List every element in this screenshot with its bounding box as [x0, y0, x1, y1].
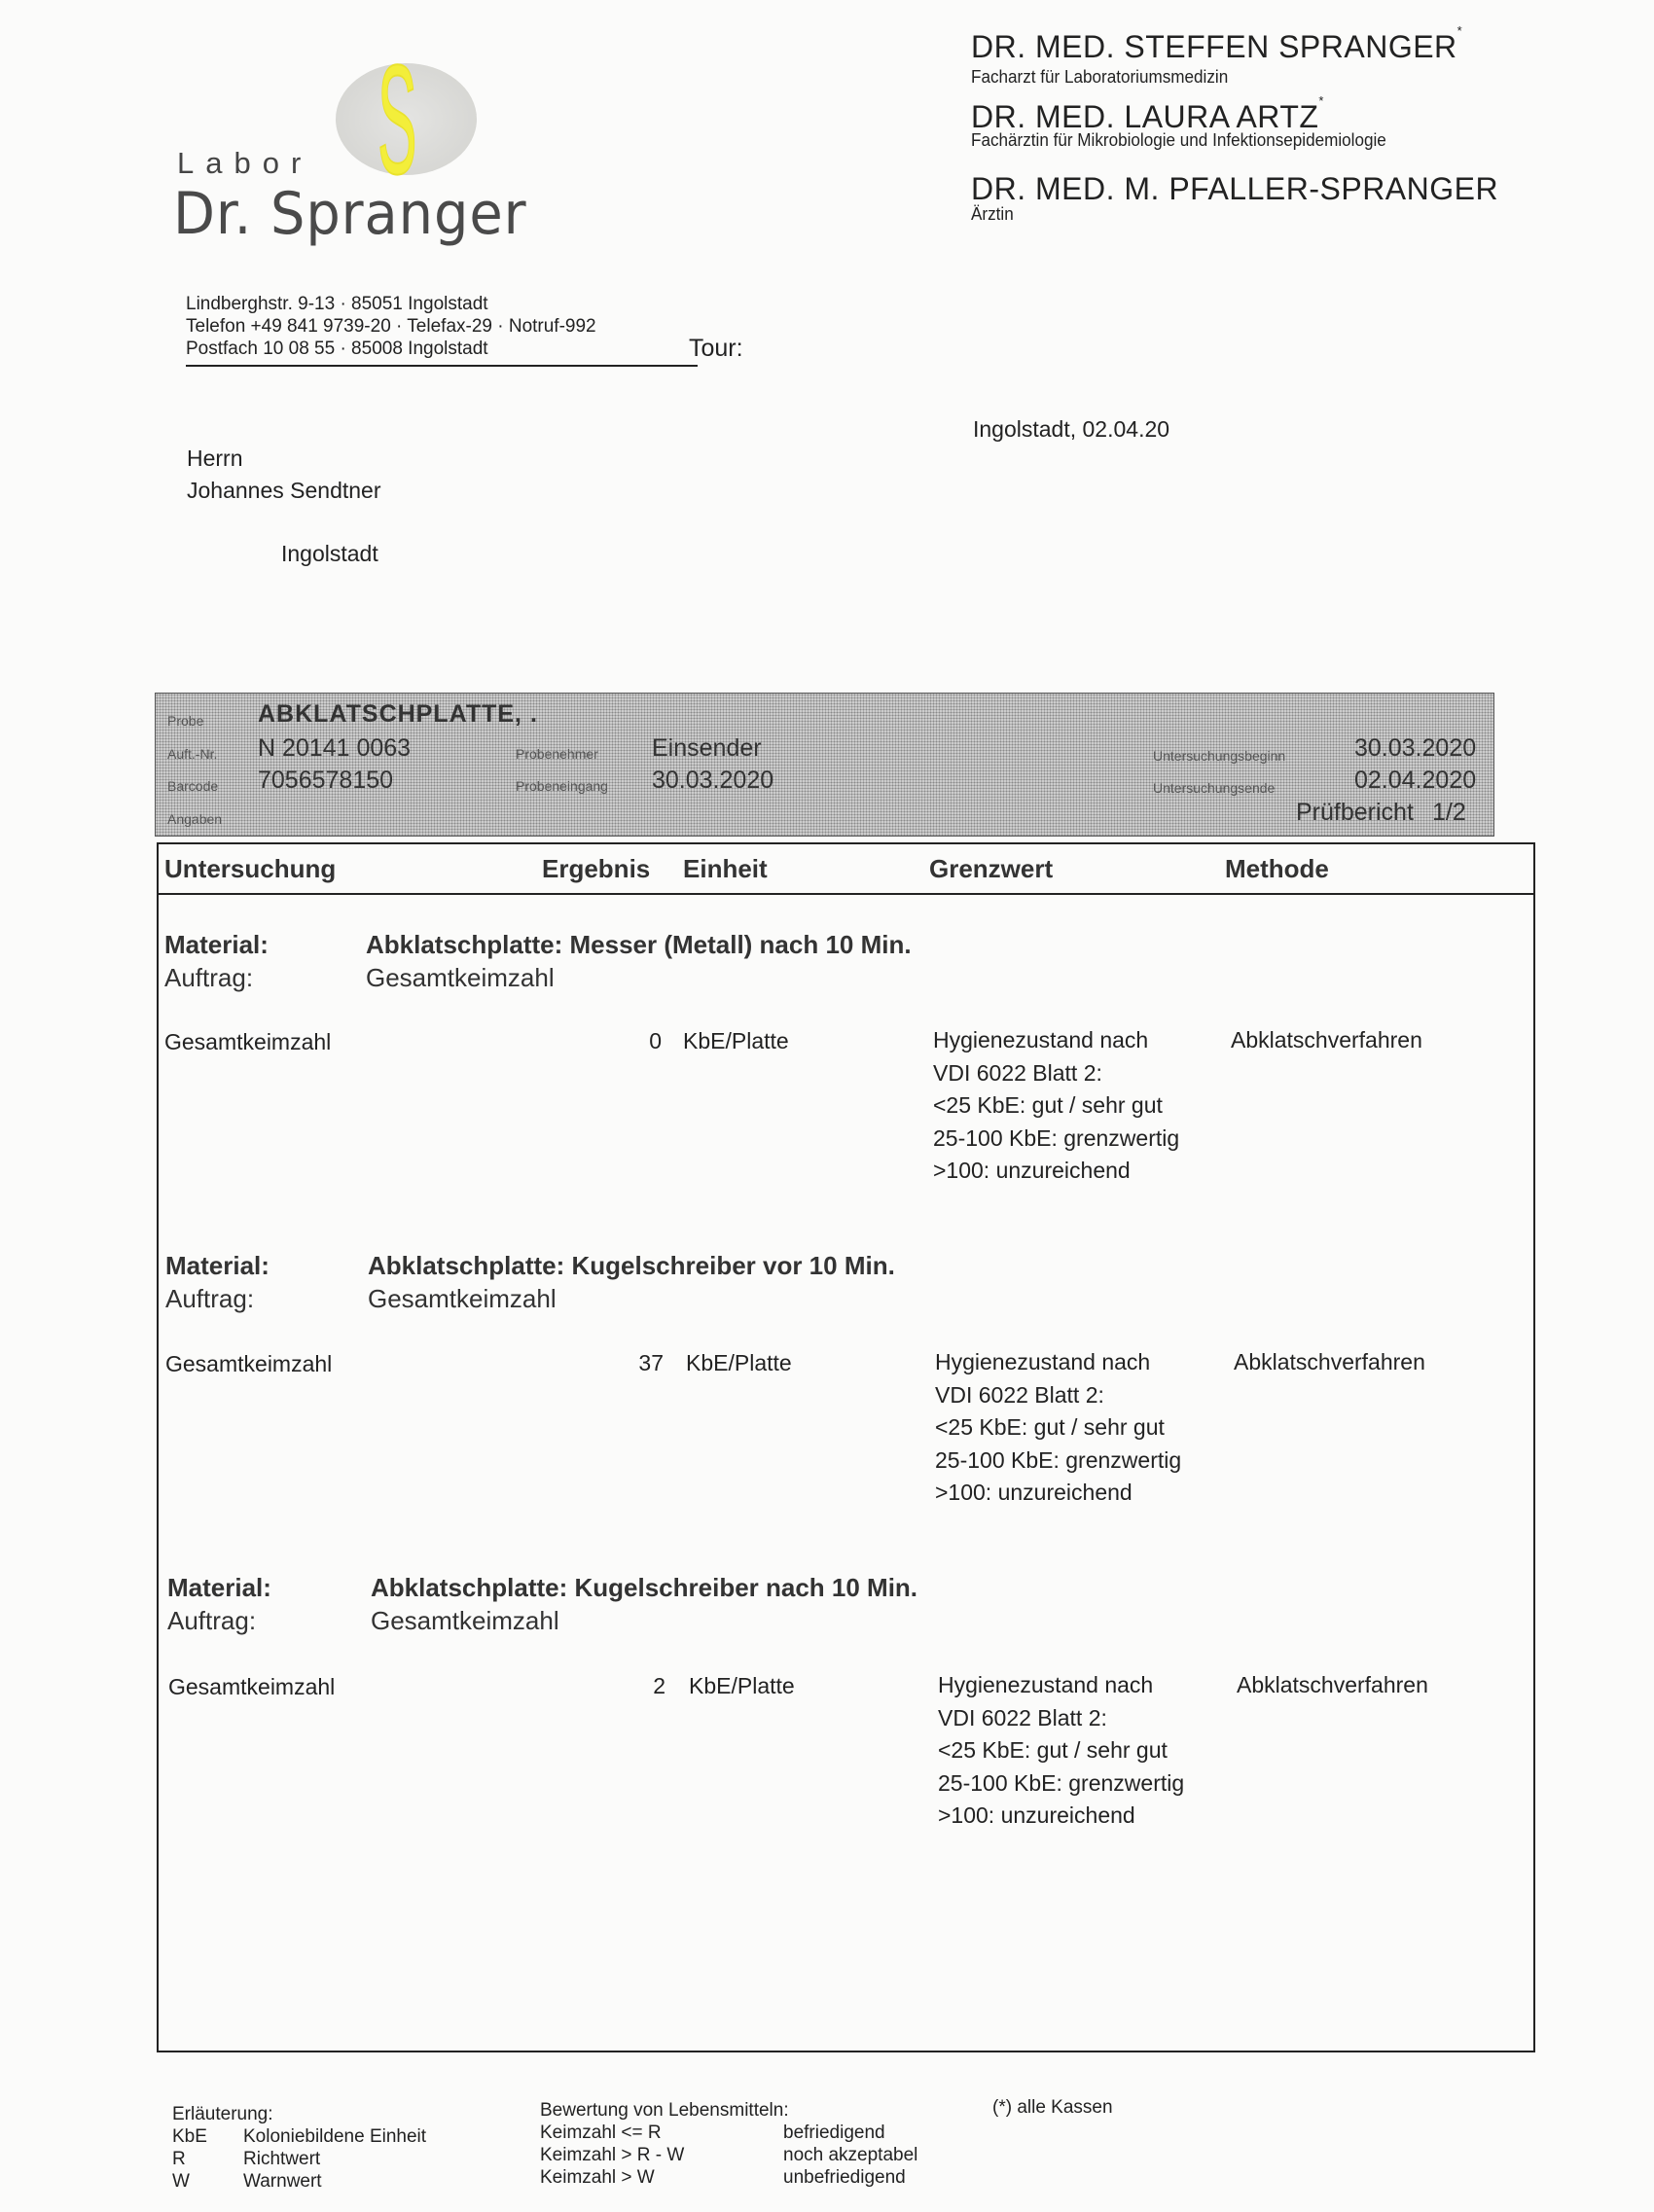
logo-labor-text: Labor — [177, 146, 313, 180]
address-underline — [186, 365, 698, 367]
rating-title: Bewertung von Lebensmitteln: — [540, 2100, 789, 2121]
report-label: Prüfbericht — [1296, 799, 1414, 826]
result-value: 37 — [638, 1350, 664, 1375]
auftnr-value: N 20141 0063 — [258, 734, 412, 762]
legend-text: Warnwert — [243, 2171, 322, 2192]
rating-condition: Keimzahl <= R — [540, 2123, 662, 2143]
auftrag-label: Auftrag: — [164, 963, 254, 992]
auftrag-label: Auftrag: — [167, 1606, 257, 1635]
doctor-name: DR. MED. M. PFALLER-SPRANGER — [971, 171, 1499, 206]
rating-condition: Keimzahl > W — [540, 2167, 655, 2188]
angaben-label: Angaben — [167, 811, 223, 827]
method-value: Abklatschverfahren — [1231, 1027, 1422, 1052]
result-value: 2 — [653, 1673, 665, 1698]
probenehmer-label: Probenehmer — [516, 746, 598, 762]
result-unit: KbE/Platte — [683, 1028, 789, 1053]
rating-result: noch akzeptabel — [783, 2145, 918, 2165]
probe-label: Probe — [167, 713, 204, 729]
limit-text: Hygienezustand nach VDI 6022 Blatt 2: <25 KbE: gut / sehr gut 25-100 KbE: grenzwertig >100: unzureichend — [938, 1672, 1185, 1828]
doctor-name: DR. MED. STEFFEN SPRANGER* — [971, 23, 1463, 64]
result-unit: KbE/Platte — [689, 1673, 795, 1698]
material-label: Material: — [167, 1573, 271, 1602]
barcode-value: 7056578150 — [258, 767, 394, 794]
probenehmer-value: Einsender — [652, 734, 762, 762]
material-value: Abklatschplatte: Kugelschreiber nach 10 Min. — [371, 1573, 918, 1602]
ende-value: 02.04.2020 — [1354, 767, 1477, 794]
logo-s-mark: S — [378, 32, 417, 206]
rating-result: befriedigend — [783, 2123, 885, 2143]
doctor-title: Ärztin — [971, 204, 1014, 224]
ende-label: Untersuchungsende — [1153, 780, 1276, 796]
result-value: 0 — [649, 1028, 662, 1053]
place-date: Ingolstadt, 02.04.20 — [973, 416, 1170, 442]
test-name: Gesamtkeimzahl — [168, 1674, 336, 1699]
auftrag-value: Gesamtkeimzahl — [368, 1284, 557, 1313]
material-value: Abklatschplatte: Messer (Metall) nach 10 Min. — [366, 930, 912, 959]
legend-text: Richtwert — [243, 2149, 321, 2169]
header-grenzwert: Grenzwert — [929, 854, 1054, 883]
auftrag-label: Auftrag: — [165, 1284, 255, 1313]
barcode-label: Barcode — [167, 778, 219, 794]
recipient-salutation: Herrn — [187, 446, 243, 471]
limit-text: Hygienezustand nach VDI 6022 Blatt 2: <25 KbE: gut / sehr gut 25-100 KbE: grenzwertig >100: unzureichend — [935, 1349, 1182, 1505]
probe-value: ABKLATSCHPLATTE, . — [258, 700, 538, 728]
results-table — [157, 842, 1535, 2052]
result-unit: KbE/Platte — [686, 1350, 792, 1375]
sample-info-box — [155, 693, 1494, 837]
method-value: Abklatschverfahren — [1237, 1672, 1428, 1697]
legend-abbr: KbE — [172, 2126, 207, 2147]
address-phone: Telefon +49 841 9739-20 · Telefax-29 · Notruf-992 — [186, 316, 596, 337]
header-methode: Methode — [1225, 854, 1329, 883]
material-label: Material: — [165, 1251, 270, 1280]
tour-label: Tour: — [689, 335, 743, 362]
probeneingang-label: Probeneingang — [516, 778, 608, 794]
header-untersuchung: Untersuchung — [164, 854, 337, 883]
legend-text: Koloniebildene Einheit — [243, 2126, 427, 2147]
recipient-city: Ingolstadt — [281, 541, 378, 566]
report-page: 1/2 — [1432, 799, 1466, 826]
doctor-name: DR. MED. LAURA ARTZ* — [971, 93, 1324, 134]
rating-condition: Keimzahl > R - W — [540, 2145, 685, 2165]
footnote: (*) alle Kassen — [992, 2097, 1113, 2118]
test-name: Gesamtkeimzahl — [164, 1029, 332, 1054]
table-header-divider — [157, 893, 1535, 895]
auftnr-label: Auft.-Nr. — [167, 746, 218, 762]
legend-abbr: W — [172, 2171, 190, 2192]
test-name: Gesamtkeimzahl — [165, 1351, 333, 1376]
probeneingang-value: 30.03.2020 — [652, 767, 774, 794]
address-street: Lindberghstr. 9-13 · 85051 Ingolstadt — [186, 294, 488, 314]
limit-text: Hygienezustand nach VDI 6022 Blatt 2: <25 KbE: gut / sehr gut 25-100 KbE: grenzwertig >100: unzureichend — [933, 1027, 1180, 1183]
doctor-title: Fachärztin für Mikrobiologie und Infektionsepidemiologie — [971, 130, 1386, 150]
header-ergebnis: Ergebnis — [542, 854, 651, 883]
doctor-title: Facharzt für Laboratoriumsmedizin — [971, 67, 1229, 87]
material-label: Material: — [164, 930, 269, 959]
method-value: Abklatschverfahren — [1234, 1349, 1425, 1374]
auftrag-value: Gesamtkeimzahl — [366, 963, 555, 992]
recipient-name: Johannes Sendtner — [187, 478, 381, 503]
beginn-value: 30.03.2020 — [1354, 734, 1477, 762]
material-value: Abklatschplatte: Kugelschreiber vor 10 Min. — [368, 1251, 895, 1280]
auftrag-value: Gesamtkeimzahl — [371, 1606, 559, 1635]
legend-abbr: R — [172, 2149, 186, 2169]
header-einheit: Einheit — [683, 854, 768, 883]
rating-result: unbefriedigend — [783, 2167, 906, 2188]
beginn-label: Untersuchungsbeginn — [1153, 748, 1286, 764]
logo-lab-name: Dr. Spranger — [173, 180, 527, 248]
address-postbox: Postfach 10 08 55 · 85008 Ingolstadt — [186, 339, 488, 359]
legend-title: Erläuterung: — [172, 2104, 273, 2124]
